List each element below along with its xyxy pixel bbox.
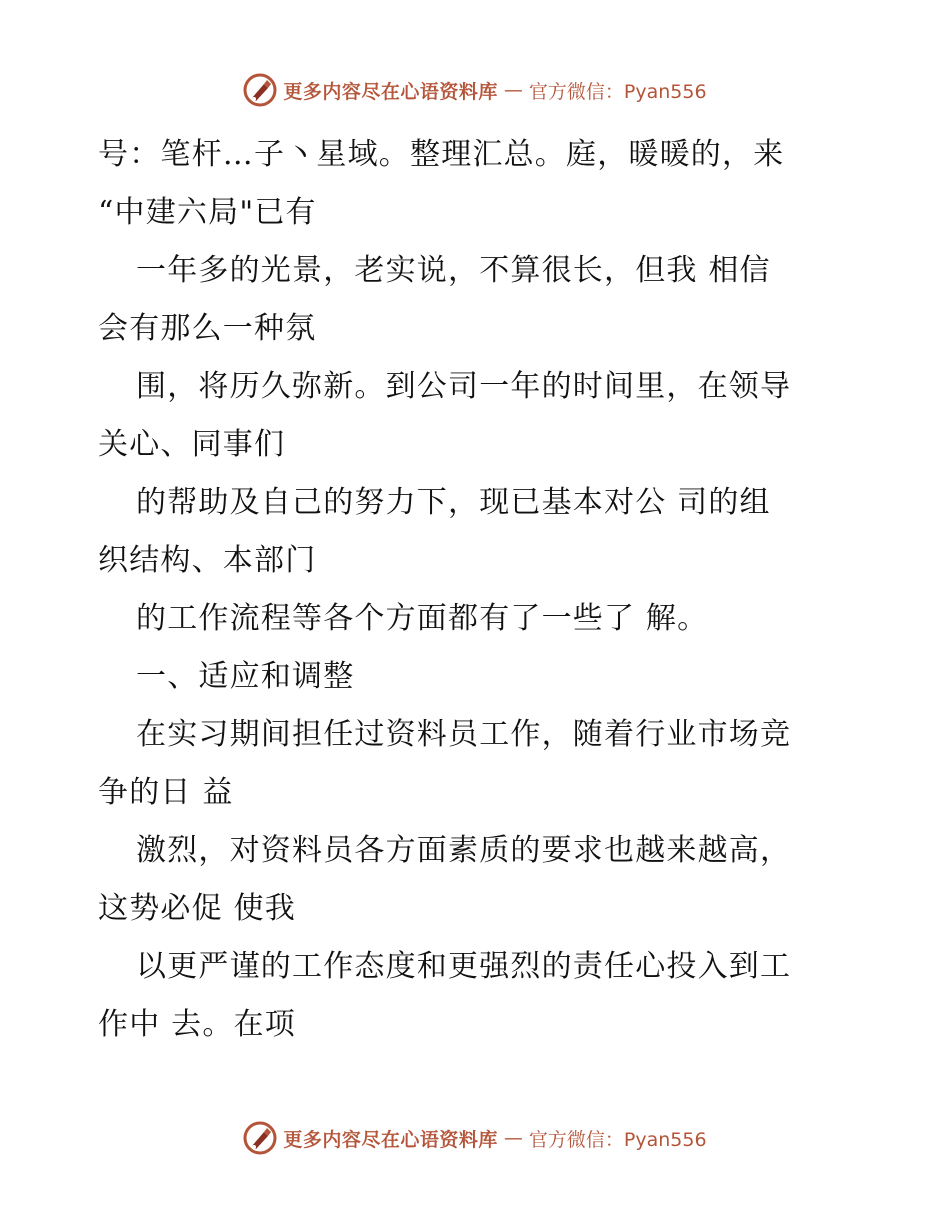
banner-library-text: 更多内容尽在心语资料库 [283,1128,498,1151]
header-banner [0,70,950,110]
text-line: 以更严谨的工作态度和更强烈的责任心投入到工 [136,949,792,984]
text-line: 织结构、本部门 [98,543,317,578]
text-line: 会有那么一种氛 [98,311,317,346]
banner-separator: — [503,1127,523,1149]
footer-banner [0,1118,950,1158]
document-body [98,126,858,1054]
banner-library-text: 更多内容尽在心语资料库 [283,80,498,103]
text-line: 围，将历久弥新。到公司一年的时间里，在领导 [136,369,792,404]
text-line: 的帮助及自己的努力下，现已基本对公 司的组 [136,485,771,520]
text-line: 争的日 益 [98,775,234,810]
text-line: 一年多的光景，老实说，不算很长，但我 相信 [136,253,771,288]
text-line: 的工作流程等各个方面都有了一些了 解。 [136,601,709,636]
section-heading: 一、适应和调整 [136,659,355,694]
pen-logo-icon [243,1121,277,1155]
text-line: 作中 去。在项 [98,1007,296,1042]
text-line: 号：笔杆…子丶星域。整理汇总。庭，暖暖的，来 [98,137,785,172]
text-line: 在实习期间担任过资料员工作，随着行业市场竞 [136,717,792,752]
pen-logo-icon [243,73,277,107]
text-line: “中建六局"已有 [98,195,317,230]
text-line: 关心、同事们 [98,427,286,462]
banner-separator: — [503,79,523,101]
banner-wechat-text: 官方微信：Pyan556 [528,1128,707,1151]
banner-wechat-text: 官方微信：Pyan556 [528,80,707,103]
text-line: 这势必促 使我 [98,891,296,926]
text-line: 激烈，对资料员各方面素质的要求也越来越高， [136,833,792,868]
